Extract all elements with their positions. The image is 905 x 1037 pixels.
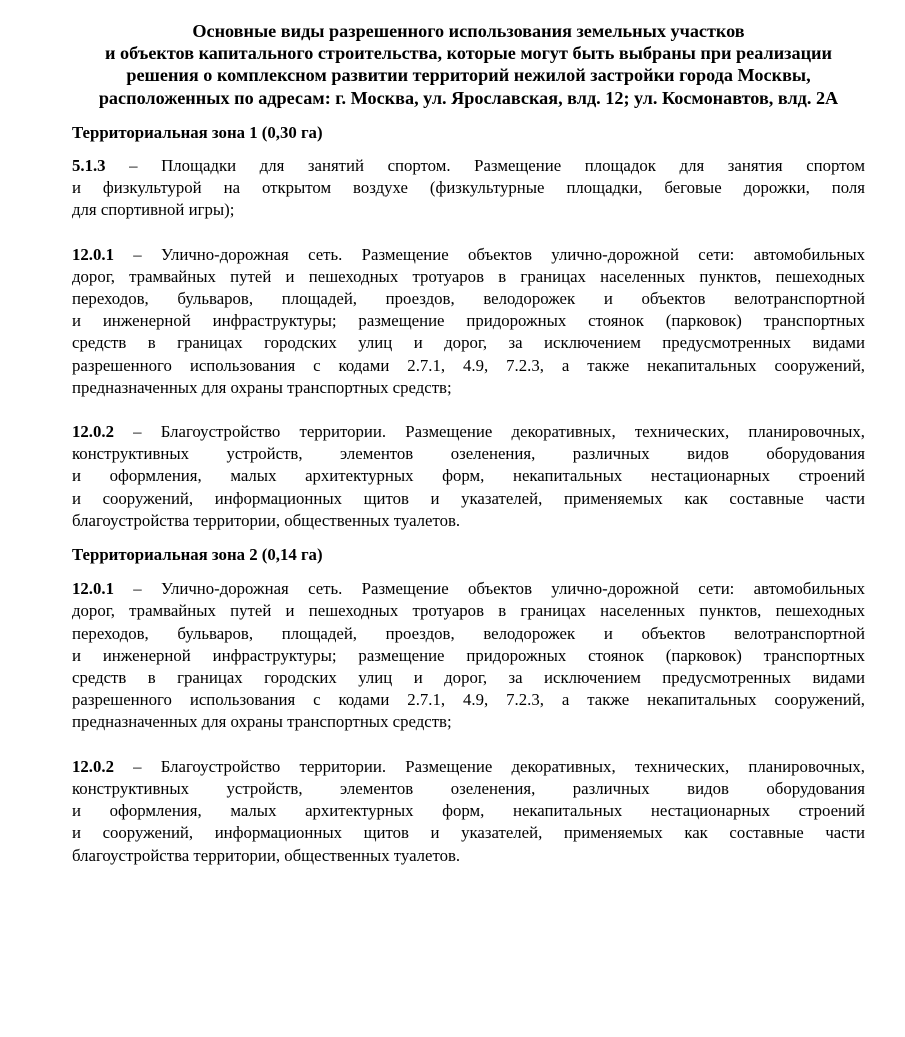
- use-code: 12.0.2: [72, 422, 114, 442]
- zone-1-section: [72, 122, 865, 532]
- title-line: расположенных по адресам: г. Москва, ул. Ярославская, влд. 12; ул. Космонавтов, влд. 2А: [98, 87, 839, 108]
- use-code: 12.0.1: [72, 579, 114, 599]
- entry-line: дорог, трамвайных путей и пешеходных тротуаров в границах населенных пунктов, пешеходных: [72, 266, 865, 286]
- document-title: [72, 20, 865, 109]
- entry-line: [72, 421, 865, 443]
- entry-line: [72, 155, 865, 177]
- title-line: решения о комплексном развитии территорий нежилой застройки города Москвы,: [126, 65, 811, 86]
- entry-line: конструктивных устройств, элементов озеленения, различных видов оборудования: [72, 778, 865, 798]
- entry-line: благоустройства территории, общественных туалетов.: [72, 510, 461, 530]
- use-code: 5.1.3: [72, 156, 106, 176]
- entry-line: средств в границах городских улиц и дорог, за исключением предусмотренных видами: [72, 668, 865, 688]
- entry-line: предназначенных для охраны транспортных средств;: [72, 377, 452, 397]
- entry-line: средств в границах городских улиц и дорог, за исключением предусмотренных видами: [72, 333, 865, 353]
- entry-text: – Улично-дорожная сеть. Размещение объектов улично-дорожной сети: автомобильных: [113, 244, 865, 264]
- entry-line: и оформления, малых архитектурных форм, некапитальных нестационарных строений: [72, 801, 865, 821]
- use-code: 12.0.1: [72, 244, 114, 264]
- entry-line: разрешенного использования с кодами 2.7.1, 4.9, 7.2.3, а также некапитальных сооружений,: [72, 690, 865, 710]
- entry-line: и физкультурой на открытом воздухе (физкультурные площадки, беговые дорожки, поля: [72, 178, 865, 198]
- entry-line: и инженерной инфраструктуры; размещение придорожных стоянок (парковок) транспортных: [72, 311, 865, 331]
- zone-2-entry-12-0-1: [72, 578, 865, 733]
- entry-line: и инженерной инфраструктуры; размещение придорожных стоянок (парковок) транспортных: [72, 645, 865, 665]
- zone-1-heading: Территориальная зона 1 (0,30 га): [72, 122, 323, 142]
- zone-2-entry-12-0-2: [72, 756, 865, 867]
- entry-line: для спортивной игры);: [72, 200, 235, 220]
- entry-line: и сооружений, информационных щитов и указателей, применяемых как составные части: [72, 488, 865, 508]
- use-code: 12.0.2: [72, 756, 114, 776]
- zone-1-entry-5-1-3: [72, 155, 865, 222]
- title-line: Основные виды разрешенного использования земельных участков: [192, 21, 745, 41]
- zone-2-heading: Территориальная зона 2 (0,14 га): [72, 545, 323, 565]
- entry-text: – Благоустройство территории. Размещение декоративных, технических, планировочных,: [113, 422, 865, 442]
- zone-1-entry-12-0-2: [72, 421, 865, 532]
- zone-1-entry-12-0-1: [72, 244, 865, 399]
- entry-line: [72, 756, 865, 778]
- entry-line: [72, 578, 865, 600]
- title-line: и объектов капитального строительства, которые могут быть выбраны при реализации: [104, 43, 833, 64]
- entry-line: благоустройства территории, общественных туалетов.: [72, 845, 461, 865]
- zone-2-section: [72, 544, 865, 867]
- entry-text: – Площадки для занятий спортом. Размещение площадок для занятия спортом: [105, 156, 865, 176]
- entry-line: [72, 244, 865, 266]
- entry-line: переходов, бульваров, площадей, проездов, велодорожек и объектов велотранспортной: [72, 289, 865, 309]
- entry-line: и сооружений, информационных щитов и указателей, применяемых как составные части: [72, 823, 865, 843]
- entry-line: дорог, трамвайных путей и пешеходных тротуаров в границах населенных пунктов, пешеходных: [72, 601, 865, 621]
- entry-line: конструктивных устройств, элементов озеленения, различных видов оборудования: [72, 444, 865, 464]
- entry-line: переходов, бульваров, площадей, проездов, велодорожек и объектов велотранспортной: [72, 623, 865, 643]
- entry-line: разрешенного использования с кодами 2.7.1, 4.9, 7.2.3, а также некапитальных сооружений,: [72, 355, 865, 375]
- entry-line: и оформления, малых архитектурных форм, некапитальных нестационарных строений: [72, 466, 865, 486]
- entry-text: – Улично-дорожная сеть. Размещение объектов улично-дорожной сети: автомобильных: [113, 579, 865, 599]
- entry-line: предназначенных для охраны транспортных средств;: [72, 712, 452, 732]
- entry-text: – Благоустройство территории. Размещение декоративных, технических, планировочных,: [113, 756, 865, 776]
